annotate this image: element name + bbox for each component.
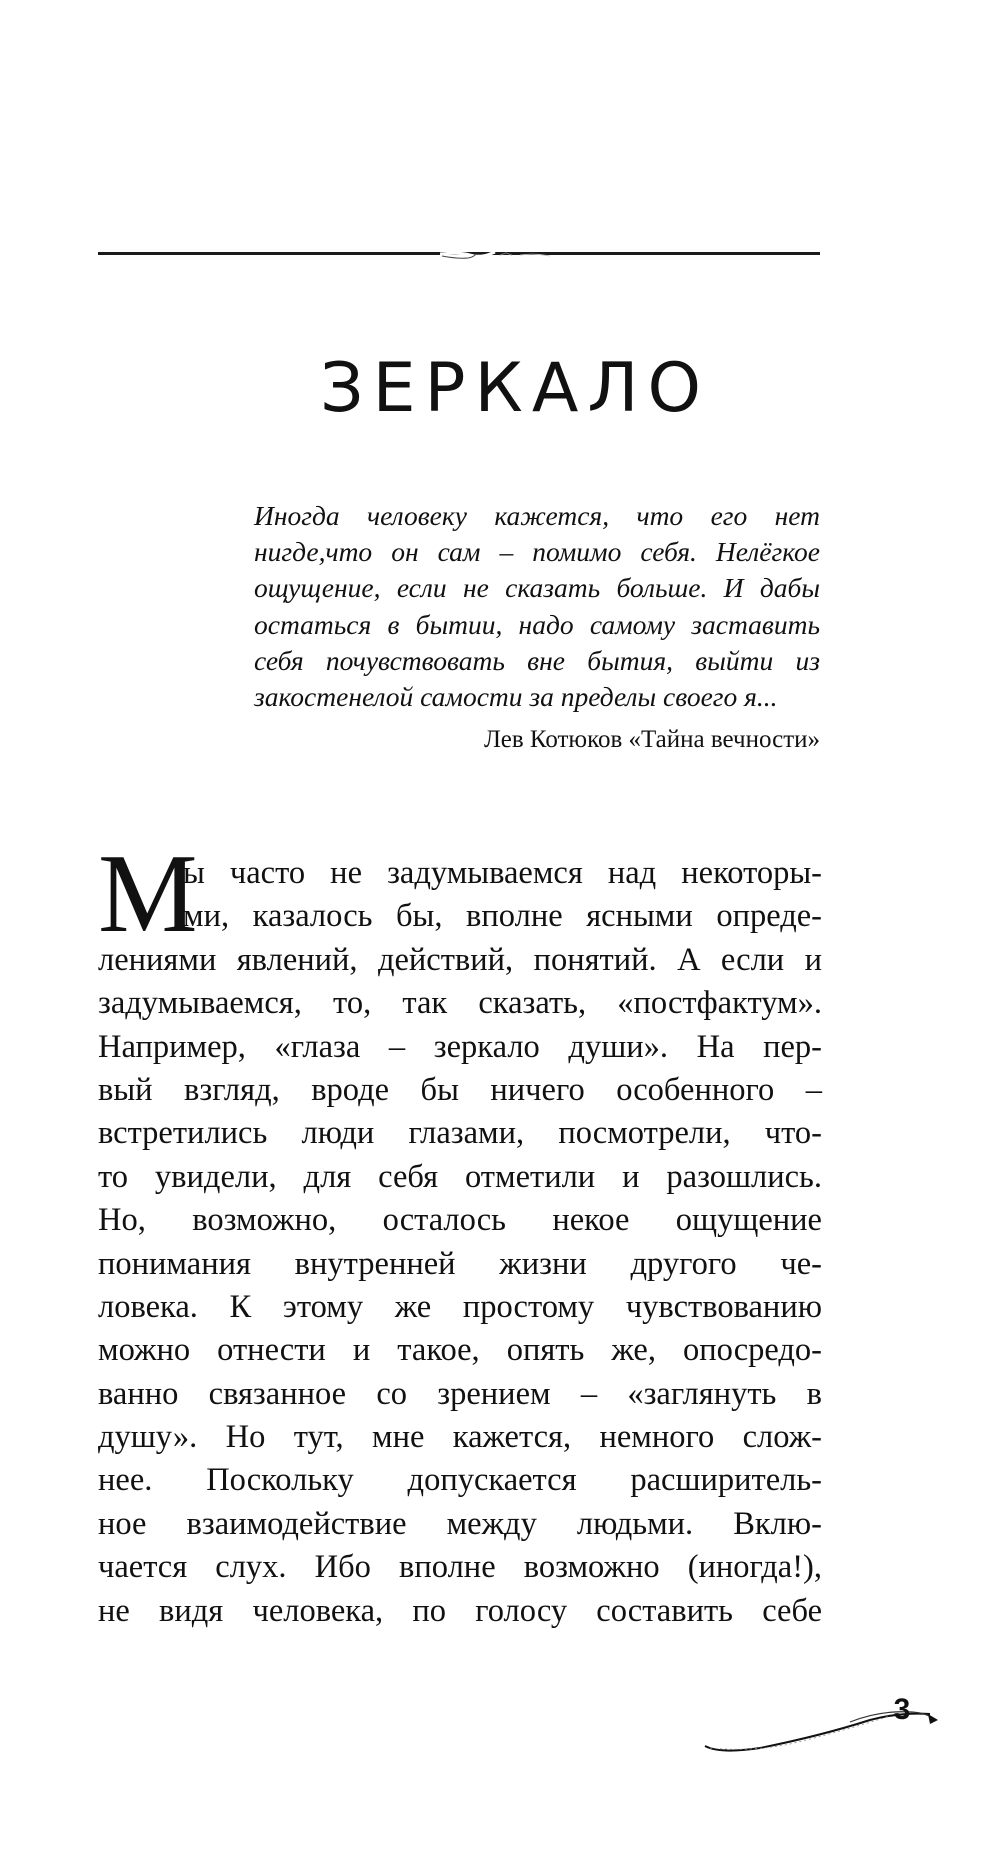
body-line: ы часто не задумываемся над некоторы- (183, 855, 822, 891)
body-line: лениями явлений, действий, понятий. А если и (98, 941, 822, 978)
body-line: понимания внутренней жизни другого че- (98, 1245, 822, 1282)
epigraph-line: нигде,что он сам – помимо себя. Нелёгкое (254, 536, 820, 568)
body-text (98, 852, 822, 1633)
body-line: задумываемся, то, так сказать, «постфактум». (98, 985, 822, 1022)
rule-ornament-icon (440, 240, 590, 270)
epigraph-line: Иногда человеку кажется, что его нет (254, 500, 820, 531)
epigraph-source: Лев Котюков «Тайна вечности» (483, 726, 820, 754)
body-line: то увидели, для себя отметили и разошлись. (98, 1158, 822, 1195)
epigraph-text (254, 498, 820, 715)
body-line: вый взгляд, вроде бы ничего особенного – (98, 1071, 822, 1108)
drop-cap: М (98, 832, 198, 956)
body-line: ванно связанное со зрением – «заглянуть в (98, 1375, 822, 1412)
chapter-title: ЗЕРКАЛО (319, 349, 711, 428)
body-line: не видя человека, по голосу составить себе (98, 1592, 822, 1629)
epigraph-line: закостенелой самости за пределы своего я... (254, 681, 778, 713)
body-line: Например, «глаза – зеркало души». На пер- (98, 1028, 822, 1065)
body-line: Но, возможно, осталось некое ощущение (98, 1202, 822, 1239)
body-line: встретились люди глазами, посмотрели, что- (98, 1115, 822, 1152)
body-line: ми, казалось бы, вполне ясными опреде- (183, 898, 822, 935)
page-number: 3 (893, 1693, 911, 1726)
epigraph-line: остаться в бытии, надо самому заставить (254, 608, 820, 640)
body-line: ное взаимодействие между людьми. Вклю- (98, 1505, 822, 1542)
body-line: можно отнести и такое, опять же, опосредо- (98, 1332, 822, 1369)
body-line: нее. Поскольку допускается расширитель- (98, 1462, 822, 1499)
epigraph-line: себя почувствовать вне бытия, выйти из (254, 644, 820, 676)
body-line: ловека. К этому же простому чувствованию (98, 1288, 822, 1325)
epigraph (254, 498, 820, 757)
body-line: чается слух. Ибо вполне возможно (иногда!), (98, 1549, 822, 1586)
body-line: душу». Но тут, мне кажется, немного слож- (98, 1419, 822, 1456)
epigraph-line: ощущение, если не сказать больше. И дабы (254, 572, 820, 604)
